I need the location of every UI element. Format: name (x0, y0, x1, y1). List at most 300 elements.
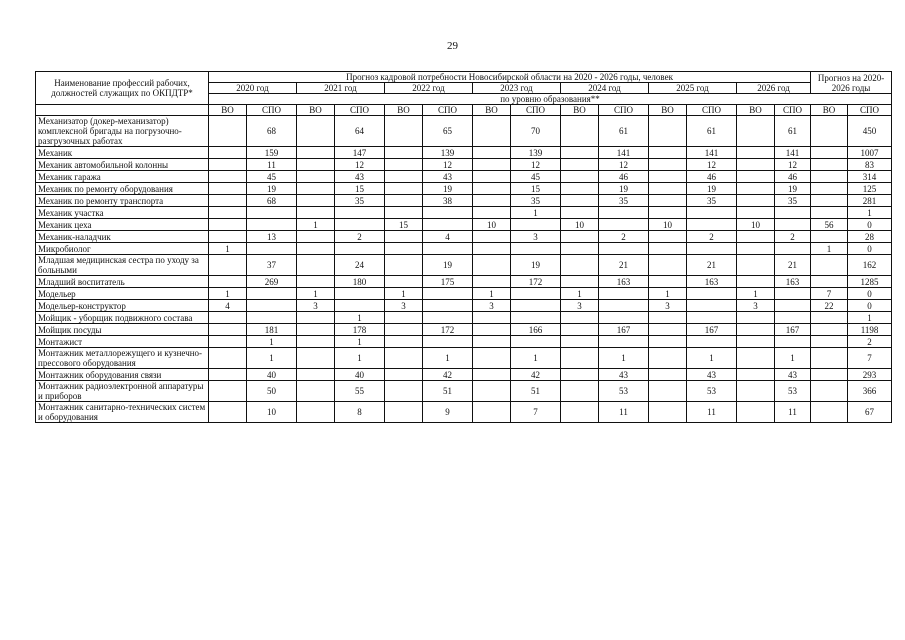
vo-value-cell (385, 195, 423, 207)
spo-value-cell (775, 300, 811, 312)
vo-value-cell (473, 369, 511, 381)
spo-value-cell (247, 207, 297, 219)
vo-value-cell (209, 312, 247, 324)
spo-header: СПО (423, 105, 473, 116)
spo-value-cell: 3 (511, 231, 561, 243)
spo-value-cell: 163 (687, 276, 737, 288)
vo-value-cell (737, 231, 775, 243)
vo-value-cell (737, 348, 775, 369)
spo-value-cell: 450 (848, 116, 892, 147)
vo-value-cell (209, 336, 247, 348)
table-row (36, 116, 892, 147)
spo-value-cell (247, 312, 297, 324)
spo-value-cell (511, 336, 561, 348)
table-row (36, 312, 892, 324)
workforce-forecast-table (35, 71, 892, 423)
vo-value-cell (649, 255, 687, 276)
vo-value-cell (209, 348, 247, 369)
vo-header: ВО (649, 105, 687, 116)
vo-value-cell (473, 171, 511, 183)
spo-value-cell: 141 (775, 147, 811, 159)
table-row (36, 381, 892, 402)
vo-value-cell (473, 312, 511, 324)
vo-value-cell (561, 402, 599, 423)
vo-value-cell (649, 381, 687, 402)
spo-header: СПО (687, 105, 737, 116)
vo-value-cell (811, 369, 848, 381)
spo-value-cell: 61 (687, 116, 737, 147)
spo-value-cell: 167 (687, 324, 737, 336)
spo-value-cell: 35 (687, 195, 737, 207)
vo-value-cell (385, 255, 423, 276)
spo-value-cell (423, 243, 473, 255)
spo-value-cell (775, 207, 811, 219)
spo-value-cell (599, 336, 649, 348)
profession-name-cell: Монтажник санитарно-технических систем и оборудования (36, 402, 209, 423)
spo-value-cell: 1 (775, 348, 811, 369)
spo-value-cell: 0 (848, 243, 892, 255)
spo-value-cell: 35 (775, 195, 811, 207)
spo-value-cell: 1 (335, 336, 385, 348)
vo-value-cell (649, 312, 687, 324)
vo-value-cell: 1 (297, 288, 335, 300)
vo-value-cell (209, 369, 247, 381)
vo-value-cell (649, 116, 687, 147)
spo-value-cell: 55 (335, 381, 385, 402)
vo-value-cell (385, 116, 423, 147)
vo-value-cell: 1 (385, 288, 423, 300)
vo-value-cell (473, 159, 511, 171)
vo-value-cell (737, 324, 775, 336)
vo-value-cell: 1 (209, 288, 247, 300)
vo-value-cell (297, 369, 335, 381)
spo-value-cell: 12 (775, 159, 811, 171)
spo-value-cell: 181 (247, 324, 297, 336)
spo-value-cell (511, 219, 561, 231)
vo-value-cell (473, 276, 511, 288)
spo-value-cell (335, 243, 385, 255)
spo-value-cell (599, 219, 649, 231)
table-row (36, 219, 892, 231)
vo-value-cell (209, 381, 247, 402)
spo-value-cell: 1198 (848, 324, 892, 336)
table-row (36, 195, 892, 207)
profession-name-cell: Младший воспитатель (36, 276, 209, 288)
profession-name-cell: Механик автомобильной колонны (36, 159, 209, 171)
spo-value-cell (247, 300, 297, 312)
spo-value-cell: 141 (599, 147, 649, 159)
spo-value-cell: 35 (511, 195, 561, 207)
table-row (36, 336, 892, 348)
spo-value-cell (335, 300, 385, 312)
vo-value-cell (649, 183, 687, 195)
vo-header: ВО (737, 105, 775, 116)
spo-value-cell: 281 (848, 195, 892, 207)
vo-value-cell: 3 (649, 300, 687, 312)
spo-value-cell: 43 (775, 369, 811, 381)
spo-value-cell (511, 288, 561, 300)
vo-value-cell (209, 324, 247, 336)
vo-value-cell (649, 402, 687, 423)
vo-value-cell (385, 381, 423, 402)
spo-value-cell (423, 300, 473, 312)
vo-value-cell (811, 276, 848, 288)
vo-value-cell: 3 (297, 300, 335, 312)
vo-value-cell: 1 (561, 288, 599, 300)
spo-value-cell: 1 (247, 348, 297, 369)
profession-name-cell: Монтажист (36, 336, 209, 348)
vo-value-cell (811, 231, 848, 243)
spo-value-cell: 51 (511, 381, 561, 402)
year-header: 2021 год (297, 83, 385, 94)
spo-value-cell: 15 (335, 183, 385, 195)
spo-value-cell: 4 (423, 231, 473, 243)
vo-value-cell (561, 348, 599, 369)
spo-value-cell (247, 288, 297, 300)
spo-value-cell: 37 (247, 255, 297, 276)
vo-value-cell (297, 159, 335, 171)
vo-value-cell (737, 207, 775, 219)
profession-name-cell: Младшая медицинская сестра по уходу за больными (36, 255, 209, 276)
vo-value-cell (649, 159, 687, 171)
spo-value-cell: 139 (423, 147, 473, 159)
spo-value-cell: 46 (775, 171, 811, 183)
spo-value-cell: 172 (423, 324, 473, 336)
spo-value-cell: 9 (423, 402, 473, 423)
vo-value-cell (473, 381, 511, 402)
spo-value-cell: 64 (335, 116, 385, 147)
vo-value-cell (561, 243, 599, 255)
year-header: 2024 год (561, 83, 649, 94)
spo-value-cell: 162 (848, 255, 892, 276)
vo-value-cell (297, 402, 335, 423)
vo-value-cell (811, 195, 848, 207)
table-row (36, 255, 892, 276)
vo-value-cell (473, 348, 511, 369)
spo-value-cell (775, 336, 811, 348)
vo-value-cell (209, 195, 247, 207)
spo-value-cell (335, 288, 385, 300)
spo-value-cell: 12 (511, 159, 561, 171)
spo-value-cell: 8 (335, 402, 385, 423)
education-level-header: по уровню образования** (209, 94, 892, 105)
vo-value-cell: 1 (209, 243, 247, 255)
vo-value-cell: 56 (811, 219, 848, 231)
spo-value-cell (511, 312, 561, 324)
spo-value-cell (687, 300, 737, 312)
spo-value-cell: 15 (511, 183, 561, 195)
spo-value-cell: 11 (687, 402, 737, 423)
vo-value-cell (209, 402, 247, 423)
vo-value-cell: 22 (811, 300, 848, 312)
profession-name-cell: Механик цеха (36, 219, 209, 231)
vo-value-cell (561, 116, 599, 147)
spo-value-cell: 43 (335, 171, 385, 183)
vo-value-cell (561, 159, 599, 171)
vo-value-cell (473, 207, 511, 219)
header-row-education-type (36, 105, 892, 116)
vo-header: ВО (385, 105, 423, 116)
vo-value-cell (473, 183, 511, 195)
spo-value-cell: 45 (247, 171, 297, 183)
table-row (36, 369, 892, 381)
vo-value-cell (473, 243, 511, 255)
vo-header: ВО (297, 105, 335, 116)
table-row (36, 159, 892, 171)
vo-value-cell: 4 (209, 300, 247, 312)
vo-header: ВО (209, 105, 247, 116)
vo-value-cell (649, 171, 687, 183)
vo-header: ВО (561, 105, 599, 116)
spo-value-cell: 1 (511, 207, 561, 219)
profession-name-cell: Механизатор (докер-механизатор) комплексной бригады на погрузочно-разгрузочных работах (36, 116, 209, 147)
vo-value-cell (385, 276, 423, 288)
spo-value-cell: 67 (848, 402, 892, 423)
spo-value-cell: 0 (848, 300, 892, 312)
spo-value-cell (687, 219, 737, 231)
spo-value-cell (511, 300, 561, 312)
vo-value-cell (649, 243, 687, 255)
profession-name-cell: Мойщик посуды (36, 324, 209, 336)
profession-name-cell: Модельер-конструктор (36, 300, 209, 312)
spo-value-cell: 0 (848, 288, 892, 300)
table-row (36, 147, 892, 159)
vo-value-cell (811, 183, 848, 195)
vo-value-cell (811, 348, 848, 369)
vo-value-cell (297, 336, 335, 348)
spo-value-cell: 51 (423, 381, 473, 402)
spo-value-cell: 2 (848, 336, 892, 348)
vo-value-cell (209, 116, 247, 147)
vo-value-cell (737, 195, 775, 207)
spo-value-cell: 21 (687, 255, 737, 276)
spo-value-cell: 314 (848, 171, 892, 183)
spo-value-cell: 2 (775, 231, 811, 243)
vo-value-cell: 10 (649, 219, 687, 231)
vo-value-cell: 10 (473, 219, 511, 231)
spo-value-cell (687, 243, 737, 255)
header-row-forecast (36, 72, 892, 83)
vo-value-cell: 7 (811, 288, 848, 300)
spo-value-cell: 53 (687, 381, 737, 402)
vo-value-cell (297, 255, 335, 276)
vo-value-cell (649, 147, 687, 159)
table-row (36, 402, 892, 423)
spo-header: СПО (775, 105, 811, 116)
spo-value-cell: 45 (511, 171, 561, 183)
table-row (36, 288, 892, 300)
spo-header: СПО (335, 105, 385, 116)
year-header: 2026 год (737, 83, 811, 94)
vo-value-cell: 1 (297, 219, 335, 231)
vo-value-cell (209, 276, 247, 288)
spo-value-cell: 35 (599, 195, 649, 207)
vo-value-cell (561, 207, 599, 219)
profession-name-cell: Микробиолог (36, 243, 209, 255)
spo-value-cell: 1285 (848, 276, 892, 288)
vo-value-cell (561, 276, 599, 288)
vo-value-cell (811, 336, 848, 348)
spo-value-cell: 147 (335, 147, 385, 159)
spo-value-cell: 53 (599, 381, 649, 402)
vo-value-cell: 3 (561, 300, 599, 312)
vo-value-cell (811, 147, 848, 159)
vo-value-cell (737, 336, 775, 348)
vo-value-cell: 1 (649, 288, 687, 300)
spo-value-cell: 1 (335, 348, 385, 369)
vo-value-cell (561, 183, 599, 195)
vo-value-cell (561, 147, 599, 159)
spo-value-cell (775, 288, 811, 300)
spo-value-cell: 178 (335, 324, 385, 336)
vo-value-cell (649, 369, 687, 381)
vo-header: ВО (473, 105, 511, 116)
vo-value-cell (385, 159, 423, 171)
spo-value-cell (687, 288, 737, 300)
vo-value-cell (385, 402, 423, 423)
profession-name-cell: Монтажник радиоэлектронной аппаратуры и приборов (36, 381, 209, 402)
vo-value-cell (297, 207, 335, 219)
vo-value-cell (811, 324, 848, 336)
spo-value-cell: 83 (848, 159, 892, 171)
spo-value-cell: 70 (511, 116, 561, 147)
vo-value-cell (209, 183, 247, 195)
year-header: 2022 год (385, 83, 473, 94)
vo-value-cell (649, 324, 687, 336)
vo-value-cell (737, 171, 775, 183)
spo-value-cell: 11 (775, 402, 811, 423)
spo-value-cell (423, 288, 473, 300)
vo-value-cell (297, 243, 335, 255)
spo-value-cell: 21 (775, 255, 811, 276)
profession-name-header: Наименование профессий рабочих, должностей служащих по ОКПДТР* (36, 72, 209, 105)
year-header: 2025 год (649, 83, 737, 94)
vo-value-cell: 10 (737, 219, 775, 231)
spo-value-cell (423, 219, 473, 231)
vo-value-cell (561, 369, 599, 381)
vo-value-cell (649, 195, 687, 207)
vo-value-cell (209, 171, 247, 183)
spo-value-cell: 11 (247, 159, 297, 171)
spo-value-cell (687, 207, 737, 219)
vo-value-cell: 3 (737, 300, 775, 312)
name-spacer-cell (36, 105, 209, 116)
spo-value-cell: 166 (511, 324, 561, 336)
spo-value-cell: 7 (848, 348, 892, 369)
spo-value-cell: 43 (423, 171, 473, 183)
spo-header: СПО (511, 105, 561, 116)
spo-value-cell: 12 (599, 159, 649, 171)
vo-value-cell (811, 159, 848, 171)
spo-value-cell: 35 (335, 195, 385, 207)
table-row (36, 243, 892, 255)
vo-value-cell (385, 324, 423, 336)
vo-value-cell (561, 312, 599, 324)
vo-value-cell (297, 348, 335, 369)
vo-header: ВО (811, 105, 848, 116)
table-row (36, 183, 892, 195)
spo-value-cell (687, 312, 737, 324)
spo-value-cell (335, 219, 385, 231)
vo-value-cell (209, 255, 247, 276)
spo-value-cell: 19 (775, 183, 811, 195)
vo-value-cell: 1 (473, 288, 511, 300)
vo-value-cell (649, 207, 687, 219)
spo-value-cell: 139 (511, 147, 561, 159)
vo-value-cell (811, 381, 848, 402)
table-row (36, 348, 892, 369)
spo-value-cell: 269 (247, 276, 297, 288)
table-row (36, 231, 892, 243)
profession-name-cell: Монтажник оборудования связи (36, 369, 209, 381)
spo-value-cell: 24 (335, 255, 385, 276)
vo-value-cell (561, 255, 599, 276)
spo-value-cell (599, 243, 649, 255)
vo-value-cell (737, 255, 775, 276)
spo-value-cell: 2 (335, 231, 385, 243)
spo-value-cell (687, 336, 737, 348)
spo-header: СПО (247, 105, 297, 116)
spo-value-cell (335, 207, 385, 219)
vo-value-cell (297, 116, 335, 147)
vo-value-cell (811, 116, 848, 147)
spo-value-cell: 12 (335, 159, 385, 171)
spo-value-cell: 167 (599, 324, 649, 336)
vo-value-cell (737, 159, 775, 171)
spo-value-cell: 46 (687, 171, 737, 183)
vo-value-cell (297, 171, 335, 183)
vo-value-cell (473, 402, 511, 423)
table-row (36, 300, 892, 312)
vo-value-cell (649, 276, 687, 288)
year-header: 2020 год (209, 83, 297, 94)
spo-value-cell: 19 (599, 183, 649, 195)
vo-value-cell: 1 (811, 243, 848, 255)
spo-value-cell (775, 219, 811, 231)
vo-value-cell (209, 159, 247, 171)
vo-value-cell (561, 171, 599, 183)
vo-value-cell (811, 207, 848, 219)
spo-value-cell (423, 207, 473, 219)
spo-value-cell (599, 207, 649, 219)
vo-value-cell (737, 276, 775, 288)
spo-value-cell: 11 (599, 402, 649, 423)
vo-value-cell (649, 348, 687, 369)
spo-value-cell (599, 300, 649, 312)
spo-value-cell: 61 (775, 116, 811, 147)
vo-value-cell (297, 183, 335, 195)
spo-value-cell (511, 243, 561, 255)
vo-value-cell (811, 255, 848, 276)
spo-value-cell: 125 (848, 183, 892, 195)
spo-value-cell: 68 (247, 195, 297, 207)
vo-value-cell (649, 336, 687, 348)
vo-value-cell (737, 116, 775, 147)
vo-value-cell (385, 207, 423, 219)
spo-value-cell: 12 (687, 159, 737, 171)
spo-value-cell: 12 (423, 159, 473, 171)
total-forecast-header: Прогноз на 2020-2026 годы (811, 72, 892, 94)
table-row (36, 171, 892, 183)
vo-value-cell (209, 147, 247, 159)
spo-value-cell (775, 312, 811, 324)
spo-value-cell: 42 (423, 369, 473, 381)
spo-value-cell (599, 288, 649, 300)
spo-value-cell: 175 (423, 276, 473, 288)
vo-value-cell (297, 381, 335, 402)
spo-value-cell: 19 (247, 183, 297, 195)
profession-name-cell: Механик участка (36, 207, 209, 219)
